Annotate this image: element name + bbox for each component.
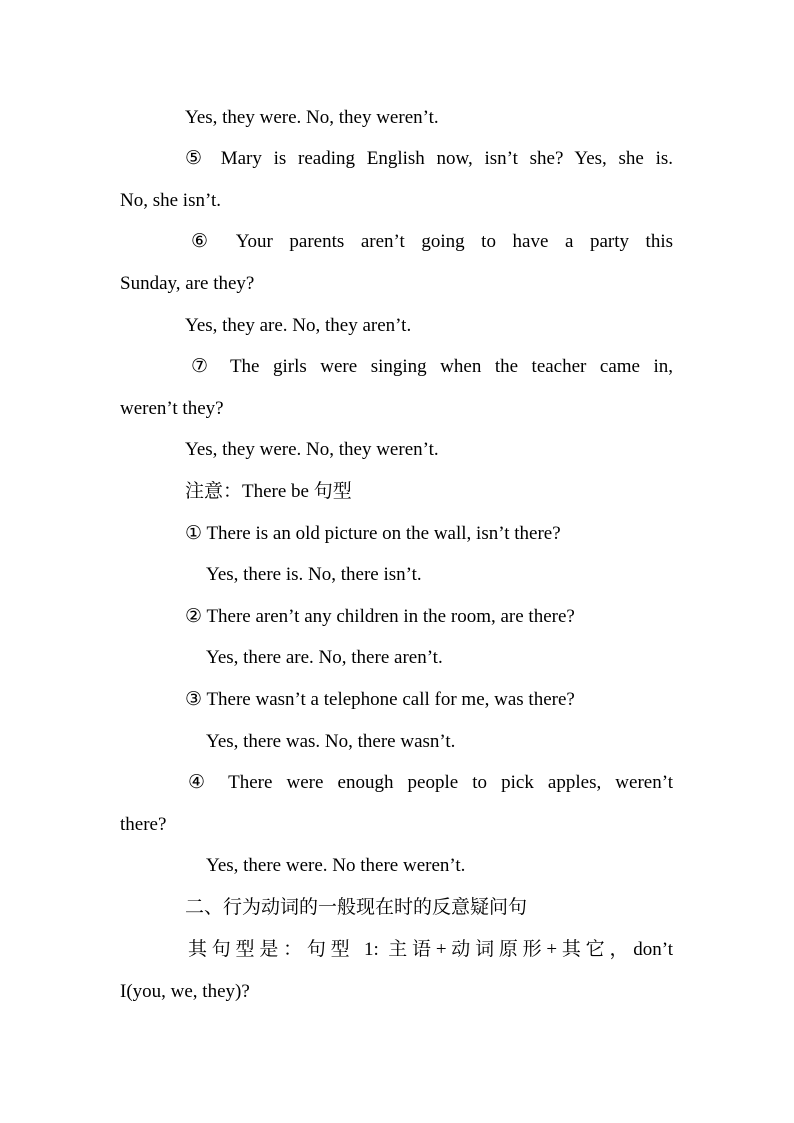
there-be-answer-2: Yes, there are. No, there aren’t. xyxy=(206,647,443,668)
example-7-answer: Yes, they were. No, they weren’t. xyxy=(185,439,439,460)
example-6-line-2: Sunday, are they? xyxy=(120,273,255,294)
there-be-answer-1: Yes, there is. No, there isn’t. xyxy=(206,564,422,585)
there-be-answer-3: Yes, there was. No, there wasn’t. xyxy=(206,731,456,752)
pattern-line-2: I(you, we, they)? xyxy=(120,981,250,1002)
there-be-example-4-line-1: ④ There were enough people to pick apples, weren’t xyxy=(188,772,673,793)
example-6-line-1: ⑥ Your parents aren’t going to have a party this xyxy=(191,231,673,252)
there-be-answer-4: Yes, there were. No there weren’t. xyxy=(206,855,466,876)
there-be-example-4-line-2: there? xyxy=(120,814,167,835)
there-be-example-2: ② There aren’t any children in the room, are there? xyxy=(185,606,575,627)
there-be-example-3: ③ There wasn’t a telephone call for me, was there? xyxy=(185,689,575,710)
example-6-answer: Yes, they are. No, they aren’t. xyxy=(185,315,412,336)
section-two-heading: 二、行为动词的一般现在时的反意疑问句 xyxy=(185,897,528,918)
note-heading: 注意：There be 句型 xyxy=(185,481,352,502)
answer-line-4: Yes, they were. No, they weren’t. xyxy=(185,107,439,128)
pattern-line-1: 其句型是：句型 1: 主语+动词原形+其它，don’t xyxy=(188,939,673,960)
there-be-example-1: ① There is an old picture on the wall, isn’t there? xyxy=(185,523,561,544)
example-5-line-1: ⑤ Mary is reading English now, isn’t she? Yes, she is. xyxy=(185,148,673,169)
example-7-line-1: ⑦ The girls were singing when the teacher came in, xyxy=(191,356,673,377)
example-5-line-2: No, she isn’t. xyxy=(120,190,221,211)
example-7-line-2: weren’t they? xyxy=(120,398,224,419)
